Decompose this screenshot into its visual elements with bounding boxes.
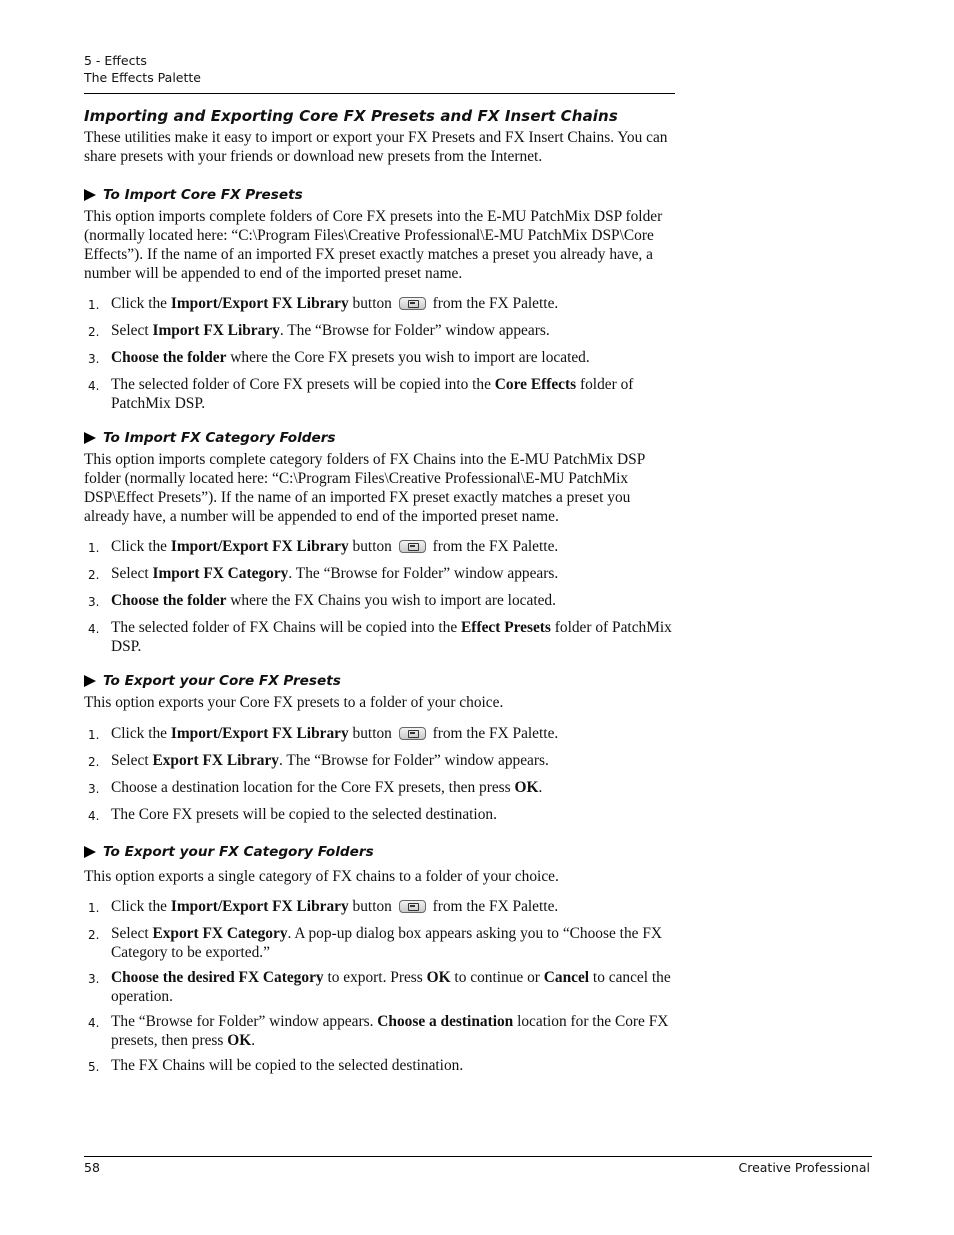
step-item [84,564,676,585]
step-number: 5. [88,1060,100,1074]
header-rule [84,93,675,94]
step-item [84,751,676,772]
running-header [84,52,201,86]
step-item [84,321,676,342]
procedure-steps [84,724,676,826]
step-text: Click the Import/Export FX Library button from the FX Palette. [111,725,559,742]
procedure-steps [84,537,676,656]
step-text: Select Import FX Category. The “Browse for Folder” window appears. [111,565,559,582]
triangle-bullet-icon [84,189,96,201]
step-text: Choose the folder where the FX Chains you wish to import are located. [111,592,556,609]
intro-paragraph: These utilities make it easy to import or export your FX Presets and FX Insert Chains. You can share presets with your friends or download new presets from the Internet. [84,129,668,165]
step-text: The selected folder of FX Chains will be copied into the Effect Presets folder of PatchMix DSP. [111,619,672,655]
step-item [84,375,676,413]
step-number: 3. [88,352,100,366]
step-item [84,778,676,799]
footer-rule [84,1156,872,1157]
step-number: 3. [88,782,100,796]
step-item [84,294,676,315]
step-number: 1. [88,901,100,915]
step-text: Choose the desired FX Category to export. Press OK to continue or Cancel to cancel the operation. [111,969,671,1005]
step-number: 1. [88,298,100,312]
procedure-heading-import-fx-category [84,429,676,447]
step-text: Select Import FX Library. The “Browse for Folder” window appears. [111,322,550,339]
procedure-heading-import-core-fx [84,186,676,204]
triangle-bullet-icon [84,846,96,858]
step-text: The Core FX presets will be copied to the selected destination. [111,806,497,823]
procedure-steps [84,897,676,1077]
procedure-heading-export-core-fx [84,672,676,690]
step-number: 2. [88,755,100,769]
step-number: 2. [88,568,100,582]
page-content [84,106,676,1083]
triangle-bullet-icon [84,432,96,444]
procedure-title: To Export your FX Category Folders [103,844,374,860]
procedure-description: This option exports a single category of FX chains to a folder of your choice. [84,868,559,885]
step-number: 4. [88,809,100,823]
step-item [84,897,676,918]
step-text: The “Browse for Folder” window appears. Choose a destination location for the Core FX presets, then press OK. [111,1013,669,1049]
step-number: 4. [88,622,100,636]
procedure-heading-export-fx-category [84,843,676,861]
step-number: 1. [88,541,100,555]
procedure-title: To Import FX Category Folders [103,430,336,446]
step-item [84,618,676,656]
import-export-library-icon [399,297,426,310]
header-chapter: 5 - Effects [84,53,147,68]
step-number: 3. [88,972,100,986]
footer-brand: Creative Professional [738,1160,870,1175]
step-item [84,591,676,612]
step-item [84,537,676,558]
step-item [84,724,676,745]
step-text: Choose a destination location for the Core FX presets, then press OK. [111,779,543,796]
section-title: Importing and Exporting Core FX Presets and FX Insert Chains [84,107,618,125]
step-item [84,968,676,1006]
procedure-steps [84,294,676,413]
triangle-bullet-icon [84,675,96,687]
step-number: 2. [88,928,100,942]
step-item [84,805,676,826]
step-text: Select Export FX Library. The “Browse for Folder” window appears. [111,752,549,769]
step-text: Choose the folder where the Core FX presets you wish to import are located. [111,349,590,366]
step-text: The FX Chains will be copied to the selected destination. [111,1057,464,1074]
import-export-library-icon [399,727,426,740]
procedure-description: This option imports complete folders of Core FX presets into the E-MU PatchMix DSP folder (normally located here: “C:\Program Files\Creative Professional\E-MU PatchMix DSP\Core Effects”). If the name of an imported FX preset exactly matches a preset you already have, a number will be appended to end of the imported preset name. [84,208,663,282]
step-text: The selected folder of Core FX presets will be copied into the Core Effects folder of PatchMix DSP. [111,376,634,412]
header-section: The Effects Palette [84,70,201,85]
procedure-description: This option exports your Core FX presets to a folder of your choice. [84,694,504,711]
import-export-library-icon [399,900,426,913]
step-number: 3. [88,595,100,609]
step-item [84,348,676,369]
step-number: 2. [88,325,100,339]
step-number: 4. [88,1016,100,1030]
step-item [84,924,676,962]
page-number: 58 [84,1160,100,1175]
step-number: 4. [88,379,100,393]
step-item [84,1056,676,1077]
import-export-library-icon [399,540,426,553]
step-number: 1. [88,728,100,742]
procedure-title: To Import Core FX Presets [103,187,303,203]
step-item [84,1012,676,1050]
procedure-description: This option imports complete category folders of FX Chains into the E-MU PatchMix DSP folder (normally located here: “C:\Program Files\Creative Professional\E-MU PatchMix DSP\Effect Presets”). If the name of an imported FX preset exactly matches a preset you already have, a number will be appended to end of the imported preset name. [84,451,645,525]
step-text: Click the Import/Export FX Library button from the FX Palette. [111,898,559,915]
step-text: Click the Import/Export FX Library button from the FX Palette. [111,295,559,312]
procedure-title: To Export your Core FX Presets [103,673,341,689]
step-text: Click the Import/Export FX Library button from the FX Palette. [111,538,559,555]
step-text: Select Export FX Category. A pop-up dialog box appears asking you to “Choose the FX Category to be exported.” [111,925,662,961]
